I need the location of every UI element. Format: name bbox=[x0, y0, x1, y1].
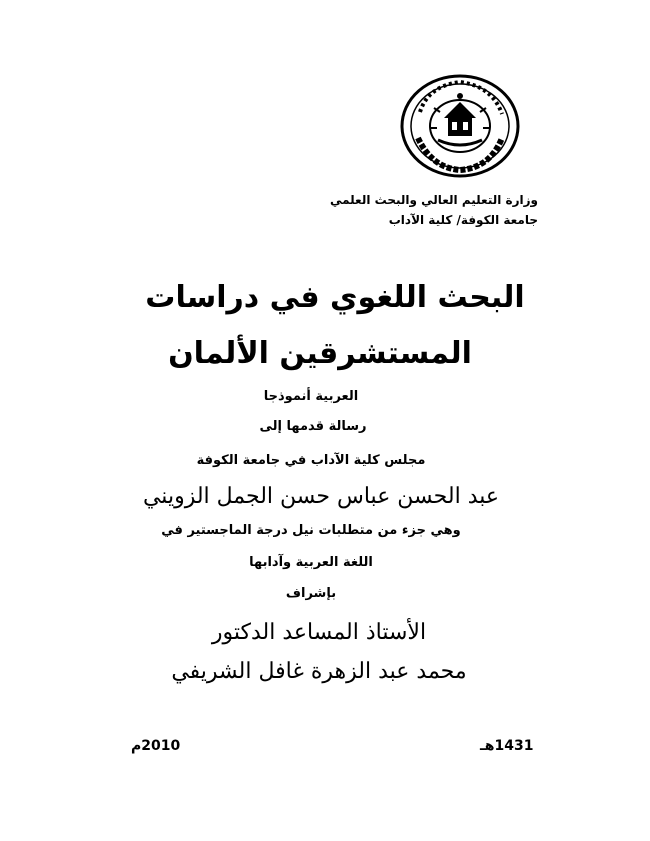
thesis-subtitle: العربية أنموذجا bbox=[263, 389, 359, 404]
submission-line-1: رسالة قدمها إلى bbox=[259, 419, 367, 434]
requirement-line-2: اللغة العربية وآدابها bbox=[249, 555, 373, 570]
requirement-line-1: وهي جزء من متطلبات نيل درجة الماجستير في bbox=[161, 523, 461, 538]
supervisor-title: الأستاذ المساعد الدكتور bbox=[211, 620, 427, 645]
ministry-name: وزارة التعليم العالي والبحث العلمي bbox=[329, 193, 538, 207]
hijri-year: 1431هـ bbox=[480, 738, 534, 754]
thesis-title-line-2: المستشرقين الألمان bbox=[168, 336, 472, 371]
submission-line-2: مجلس كلية الآداب في جامعة الكوفة bbox=[196, 453, 426, 468]
supervisor-name: محمد عبد الزهرة غافل الشريفي bbox=[171, 659, 467, 684]
institution-header bbox=[330, 190, 538, 230]
thesis-title-line-1: البحث اللغوي في دراسات bbox=[145, 280, 525, 315]
university-college-name: جامعة الكوفة/ كلية الآداب bbox=[388, 213, 538, 227]
supervision-label: بإشراف bbox=[285, 586, 337, 601]
university-seal-icon bbox=[398, 72, 522, 180]
author-name: عبد الحسن عباس حسن الجمل الزويني bbox=[142, 484, 500, 509]
gregorian-year: 2010م bbox=[131, 738, 181, 754]
